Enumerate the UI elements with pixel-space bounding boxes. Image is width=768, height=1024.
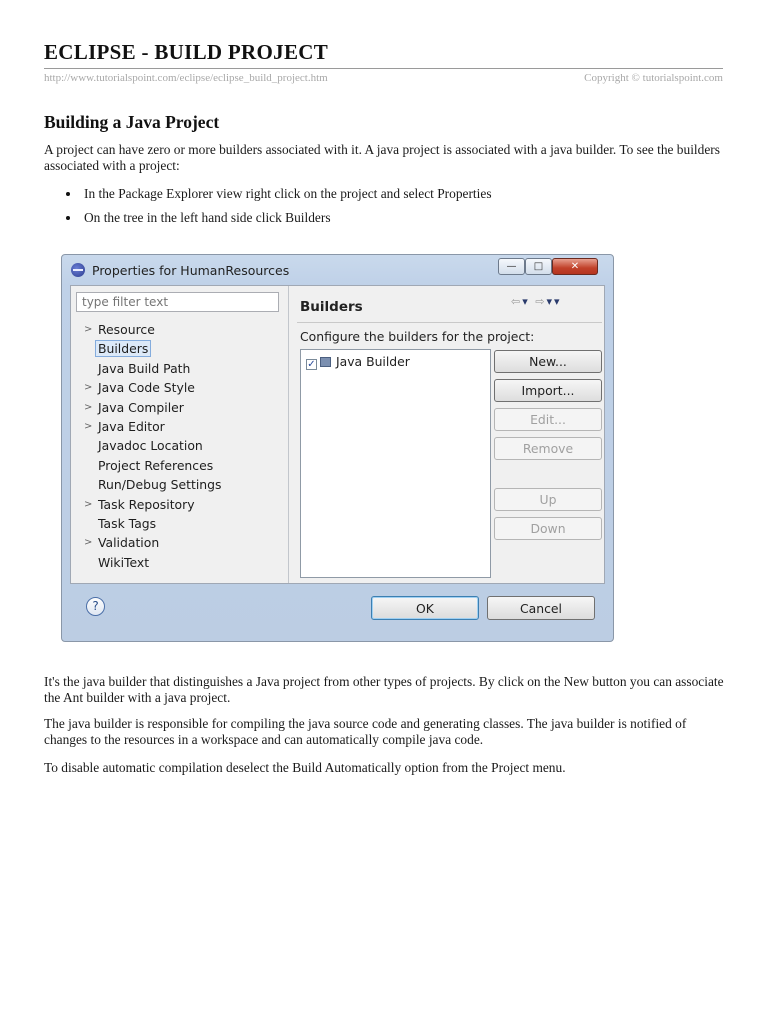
new-button[interactable]: New... (494, 350, 602, 373)
list-item (66, 186, 492, 202)
bullet-icon (66, 192, 70, 196)
header-divider (44, 68, 723, 69)
builders-list[interactable] (300, 349, 491, 578)
tree-item-label: Java Compiler (98, 399, 184, 415)
tree-item-java-editor[interactable] (81, 417, 221, 436)
tree-item-java-code-style[interactable] (81, 378, 221, 397)
builder-label: Java Builder (335, 354, 410, 369)
list-item[interactable] (306, 354, 410, 370)
body-paragraph-2: The java builder is responsible for compiling the java source code and generating classes. The java builder is notified of changes to the resources in a workspace and can automatically compile java code. (44, 716, 687, 747)
tree-item-validation[interactable] (81, 533, 221, 552)
copyright-notice: Copyright © tutorialspoint.com (584, 72, 723, 84)
help-icon[interactable]: ? (86, 597, 105, 616)
tree-item-label: Task Tags (98, 515, 157, 531)
tree-item-label: Java Build Path (98, 360, 191, 376)
tree-item-label: Project References (98, 457, 214, 473)
list-item (66, 210, 492, 226)
builder-icon (320, 357, 331, 367)
ok-button[interactable]: OK (371, 596, 479, 620)
tree-item-java-build-path[interactable] (81, 359, 221, 378)
page-heading: Builders (300, 299, 363, 315)
list-item-text: On the tree in the left hand side click Builders (84, 210, 331, 225)
intro-paragraph: A project can have zero or more builders associated with it. A java project is associated with a java builder. To see the builders associated with a project: (44, 142, 720, 173)
tree-item-label: Resource (98, 322, 155, 337)
filter-input[interactable] (76, 292, 279, 312)
chevron-right-icon[interactable]: > (84, 420, 93, 432)
bullet-icon (66, 216, 70, 220)
properties-dialog (61, 254, 614, 642)
tree-item-resource[interactable] (81, 320, 221, 339)
history-nav (511, 295, 562, 308)
tree-item-label: Task Repository (98, 496, 195, 512)
tree-item-javadoc-location[interactable] (81, 436, 221, 455)
chevron-right-icon[interactable]: > (84, 498, 93, 510)
forward-arrow-icon[interactable]: ⇨ (535, 295, 547, 308)
tree-item-label: Java Editor (98, 418, 165, 434)
page-title: ECLIPSE - BUILD PROJECT (44, 40, 329, 64)
tree-item-builders[interactable] (81, 339, 221, 358)
remove-button[interactable]: Remove (494, 437, 602, 460)
tree-item-label: Validation (98, 535, 160, 551)
edit-button[interactable]: Edit... (494, 408, 602, 431)
eclipse-icon (71, 263, 85, 277)
tree-item-wikitext[interactable] (81, 553, 221, 572)
dialog-body (70, 285, 605, 584)
checkbox-checked-icon[interactable]: ✓ (307, 359, 316, 370)
minimize-button[interactable]: — (498, 258, 525, 275)
down-button[interactable]: Down (494, 517, 602, 540)
chevron-right-icon[interactable]: > (84, 382, 93, 394)
body-paragraph-3: To disable automatic compilation deselect the Build Automatically option from the Project menu. (44, 760, 566, 775)
source-url: http://www.tutorialspoint.com/eclipse/eclipse_build_project.htm (44, 72, 328, 84)
tree-item-task-repository[interactable] (81, 495, 221, 514)
chevron-right-icon[interactable]: > (84, 324, 93, 335)
tree-item-project-references[interactable] (81, 456, 221, 475)
tree-item-run-debug-settings[interactable] (81, 475, 221, 494)
tree-item-label: Builders (95, 340, 151, 357)
chevron-right-icon[interactable]: > (84, 537, 93, 549)
list-item-text: In the Package Explorer view right click on the project and select Properties (84, 186, 492, 201)
steps-list (66, 186, 492, 234)
dialog-titlebar[interactable] (62, 255, 613, 285)
config-label: Configure the builders for the project: (300, 329, 535, 344)
pane-divider[interactable] (288, 286, 289, 583)
up-button[interactable]: Up (494, 488, 602, 511)
chevron-right-icon[interactable]: > (84, 401, 93, 413)
cancel-button[interactable]: Cancel (487, 596, 595, 620)
forward-dropdown-icon[interactable]: ▾ (546, 295, 554, 308)
properties-tree (81, 320, 221, 572)
tree-item-label: Java Code Style (98, 380, 195, 396)
close-button[interactable]: ✕ (552, 258, 598, 275)
import-button[interactable]: Import... (494, 379, 602, 402)
body-paragraph-1: It's the java builder that distinguishes a Java project from other types of projects. By click on the New button you can associate the Ant builder with a java project. (44, 674, 724, 705)
tree-item-label: WikiText (98, 554, 150, 570)
tree-item-java-compiler[interactable] (81, 398, 221, 417)
tree-item-label: Javadoc Location (98, 438, 203, 454)
maximize-button[interactable]: □ (525, 258, 552, 275)
heading-divider (297, 322, 602, 323)
view-menu-icon[interactable]: ▾ (554, 295, 562, 308)
back-arrow-icon[interactable]: ⇦ (511, 295, 523, 308)
back-dropdown-icon[interactable]: ▾ (522, 295, 530, 308)
tree-item-label: Run/Debug Settings (98, 477, 222, 493)
tree-item-task-tags[interactable] (81, 514, 221, 533)
dialog-footer (62, 585, 613, 641)
section-heading: Building a Java Project (44, 112, 220, 132)
dialog-title: Properties for HumanResources (92, 263, 290, 278)
